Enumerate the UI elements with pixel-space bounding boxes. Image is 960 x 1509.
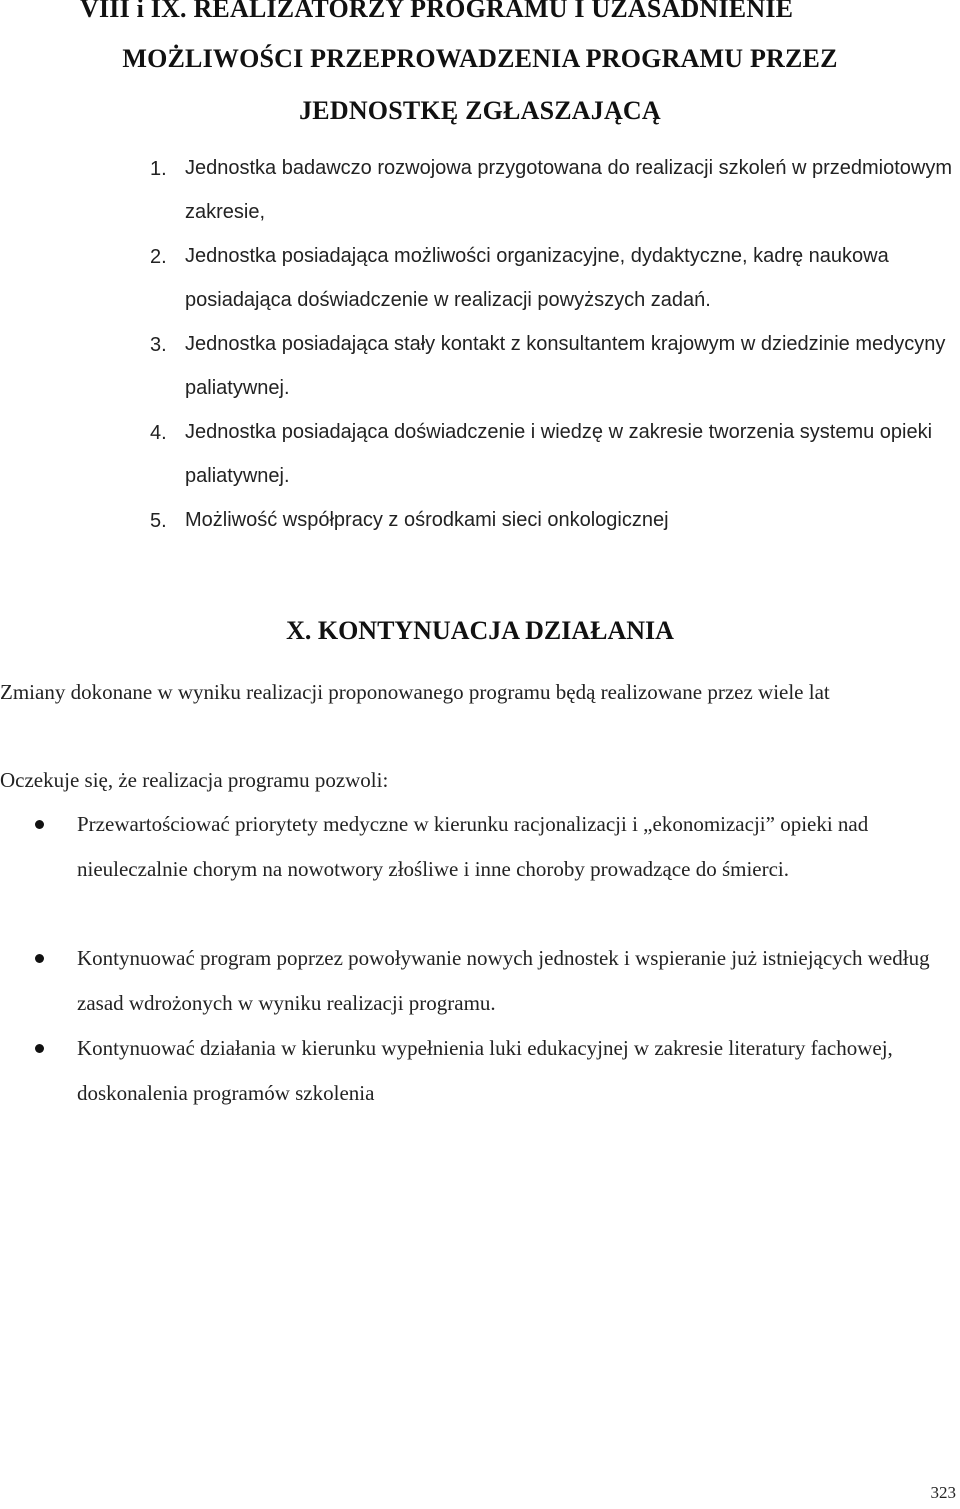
bullet-text: Kontynuować program poprzez powoływanie nowych jednostek i wspieranie już istniejących według zasad wdrożonych w wyniku realizacji programu. — [77, 946, 930, 1015]
bullet-text: Kontynuować działania w kierunku wypełnienia luki edukacyjnej w zakresie literatury fachowej, doskonalenia programów szkolenia — [77, 1036, 893, 1105]
heading-line-2: MOŻLIWOŚCI PRZEPROWADZENIA PROGRAMU PRZEZ — [122, 44, 838, 73]
list-item-text: Jednostka posiadająca stały kontakt z konsultantem krajowym w dziedzinie medycyny paliatywnej. — [185, 333, 946, 399]
list-item-text: Jednostka posiadająca doświadczenie i wiedzę w zakresie tworzenia systemu opieki paliatywnej. — [185, 421, 933, 487]
heading-line-1: VIII i IX. REALIZATORZY PROGRAMU I UZASADNIENIE — [80, 0, 794, 23]
list-item-number: 4. — [150, 422, 167, 444]
list-item-number: 5. — [150, 510, 167, 532]
list-item-text: Jednostka posiadająca możliwości organizacyjne, dydaktyczne, kadrę naukowa posiadająca doświadczenie w realizacji powyższych zadań. — [185, 245, 889, 311]
bullet-icon — [35, 1044, 44, 1053]
heading-line-3: JEDNOSTKĘ ZGŁASZAJĄCĄ — [299, 96, 661, 125]
paragraph: Oczekuje się, że realizacja programu pozwoli: — [0, 768, 389, 792]
list-item-text: Jednostka badawczo rozwojowa przygotowana do realizacji szkoleń w przedmiotowym zakresie, — [185, 157, 953, 223]
page-number: 323 — [930, 1483, 956, 1502]
bullet-icon — [35, 820, 44, 829]
list-item-number: 1. — [150, 158, 167, 180]
list-item-text: Możliwość współpracy z ośrodkami sieci onkologicznej — [185, 509, 669, 531]
bullet-text: Przewartościować priorytety medyczne w kierunku racjonalizacji i „ekonomizacji” opieki nad nieuleczalnie chorym na nowotwory złośliwe i inne choroby prowadzące do śmierci. — [77, 812, 869, 881]
section-heading-kontynuacja: X. KONTYNUACJA DZIAŁANIA — [286, 616, 674, 645]
bullet-icon — [35, 954, 44, 963]
list-item-number: 3. — [150, 334, 167, 356]
list-item-number: 2. — [150, 246, 167, 268]
paragraph: Zmiany dokonane w wyniku realizacji proponowanego programu będą realizowane przez wiele lat — [0, 680, 830, 704]
